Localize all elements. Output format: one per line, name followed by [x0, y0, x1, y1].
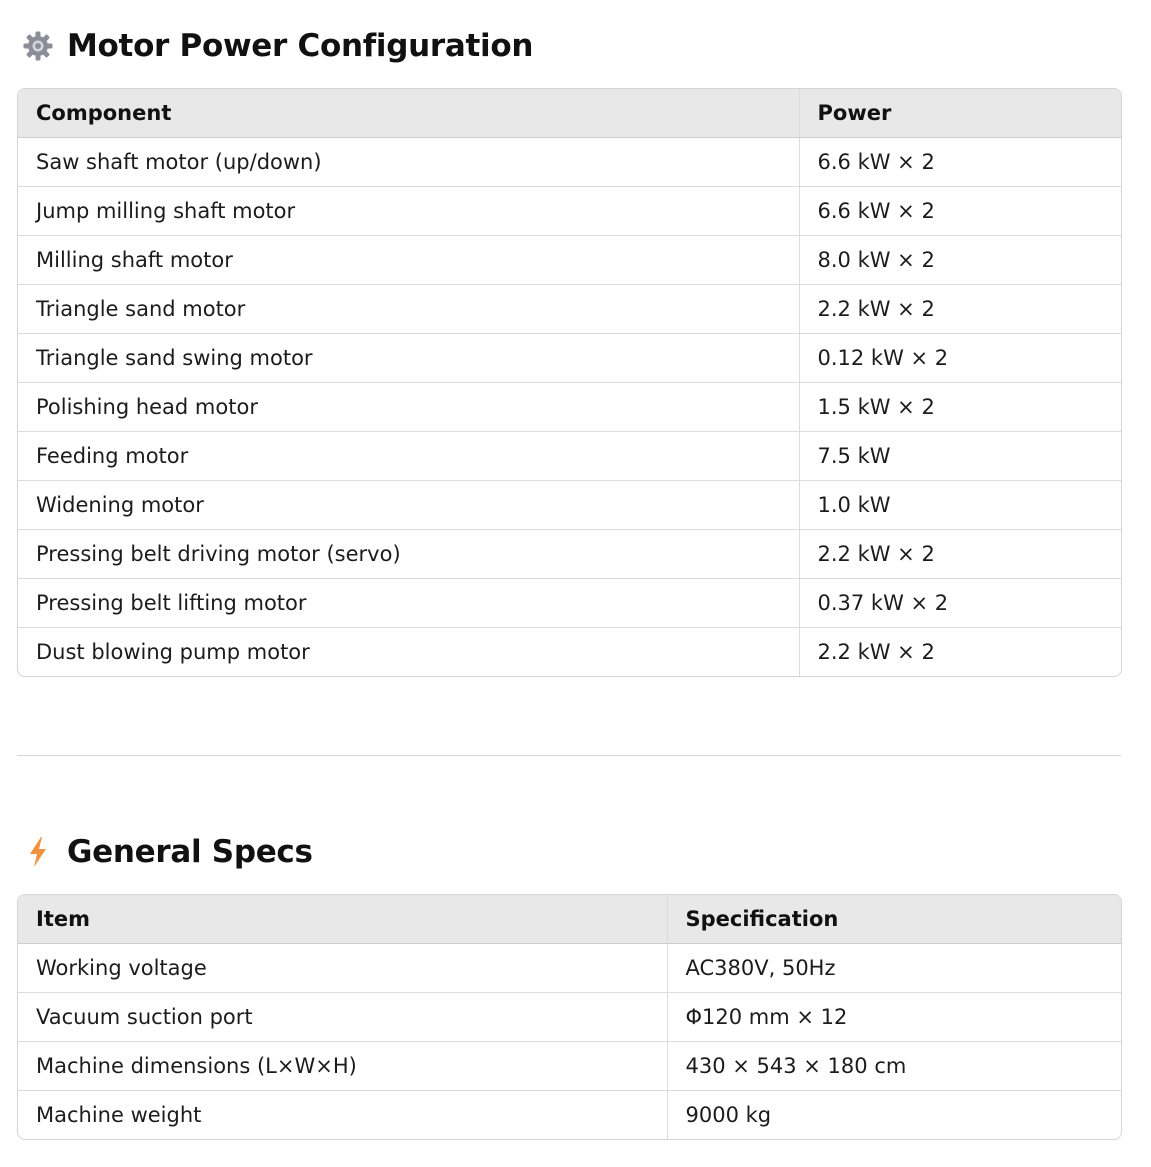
specification-cell: 430 × 543 × 180 cm [667, 1042, 1121, 1091]
power-cell: 6.6 kW × 2 [799, 187, 1121, 236]
motor-section-heading [20, 26, 533, 66]
general-specs-table [17, 894, 1122, 1140]
item-cell: Working voltage [18, 944, 667, 993]
gear-icon [20, 28, 56, 64]
table-header-row [18, 895, 1121, 944]
power-cell: 2.2 kW × 2 [799, 285, 1121, 334]
table-row [18, 383, 1121, 432]
power-cell: 6.6 kW × 2 [799, 138, 1121, 187]
component-cell: Jump milling shaft motor [18, 187, 799, 236]
table-row [18, 1042, 1121, 1091]
item-cell: Machine dimensions (L×W×H) [18, 1042, 667, 1091]
section-divider [17, 755, 1121, 756]
component-cell: Pressing belt lifting motor [18, 579, 799, 628]
table-row [18, 187, 1121, 236]
column-header-power: Power [799, 89, 1121, 138]
power-cell: 2.2 kW × 2 [799, 530, 1121, 579]
table-row [18, 993, 1121, 1042]
table-row [18, 432, 1121, 481]
item-cell: Machine weight [18, 1091, 667, 1140]
table-row [18, 138, 1121, 187]
power-cell: 0.12 kW × 2 [799, 334, 1121, 383]
power-cell: 0.37 kW × 2 [799, 579, 1121, 628]
table-row [18, 579, 1121, 628]
power-cell: 8.0 kW × 2 [799, 236, 1121, 285]
power-cell: 7.5 kW [799, 432, 1121, 481]
motor-section-title: Motor Power Configuration [67, 28, 534, 64]
column-header-item: Item [18, 895, 667, 944]
specification-cell: 9000 kg [685, 1103, 772, 1127]
component-cell: Widening motor [18, 481, 799, 530]
component-cell: Saw shaft motor (up/down) [18, 138, 799, 187]
component-cell: Triangle sand swing motor [18, 334, 799, 383]
component-cell: Pressing belt driving motor (servo) [18, 530, 799, 579]
table-row [18, 628, 1121, 677]
component-cell: Polishing head motor [18, 383, 799, 432]
component-cell: Milling shaft motor [18, 236, 799, 285]
table-row [18, 236, 1121, 285]
power-cell: 1.0 kW [799, 481, 1121, 530]
general-section-heading [20, 832, 313, 872]
table-header-row [18, 89, 1121, 138]
lightning-bolt-icon [20, 834, 56, 870]
table-row [18, 1091, 1121, 1140]
table-row [18, 944, 1121, 993]
component-cell: Feeding motor [18, 432, 799, 481]
specification-cell: AC380V, 50Hz [667, 944, 1121, 993]
table-row [18, 530, 1121, 579]
specification-cell: Φ120 mm × 12 [667, 993, 1121, 1042]
component-cell: Triangle sand motor [18, 285, 799, 334]
component-cell: Dust blowing pump motor [18, 628, 799, 677]
power-cell: 1.5 kW × 2 [799, 383, 1121, 432]
power-cell: 2.2 kW × 2 [817, 640, 935, 664]
general-section-title: General Specs [67, 834, 313, 870]
motor-power-table [17, 88, 1122, 677]
table-row [18, 481, 1121, 530]
table-row [18, 334, 1121, 383]
column-header-component: Component [18, 89, 799, 138]
item-cell: Vacuum suction port [18, 993, 667, 1042]
column-header-specification: Specification [667, 895, 1121, 944]
table-row [18, 285, 1121, 334]
